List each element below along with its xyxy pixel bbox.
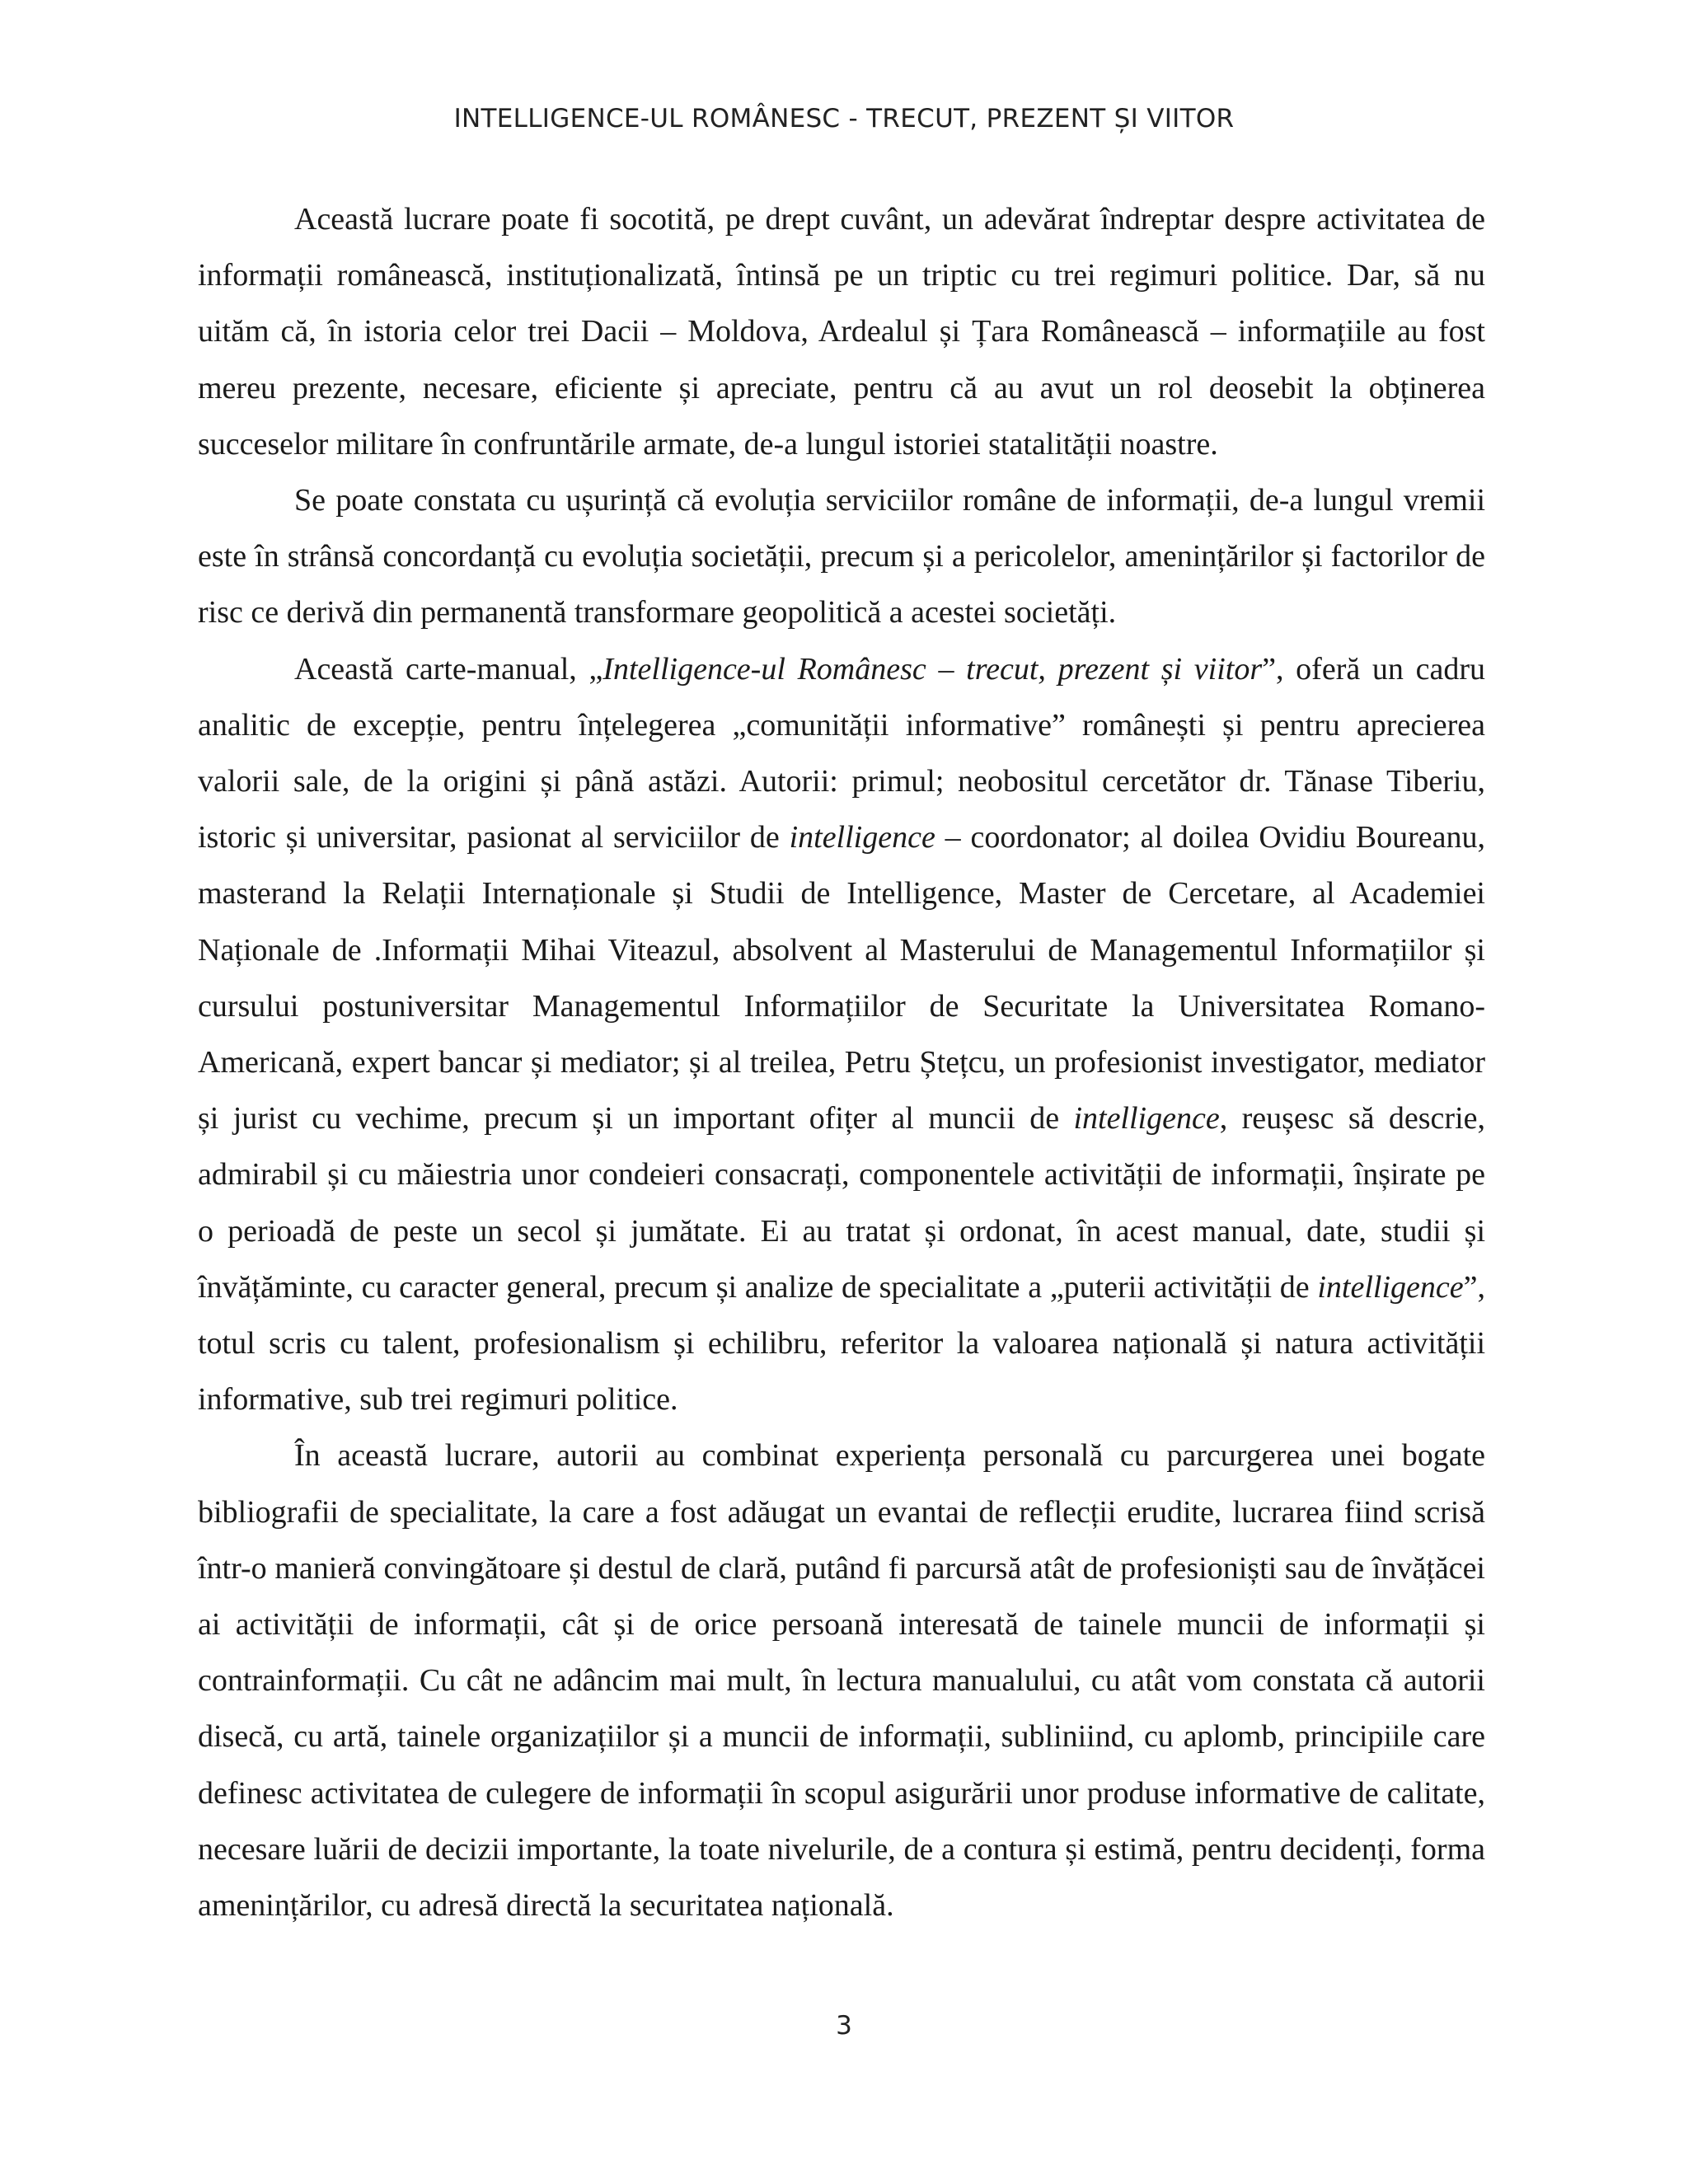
paragraph-text: Se poate constata cu ușurință că evoluția serviciilor române de informații, de-a lungul vremii este în strânsă concordanță cu evoluția societății, precum și a pericolelor, amenințărilor și factorilor de risc ce derivă din permanentă transformare geopolitică a acestei societăți. <box>198 483 1485 630</box>
running-header: INTELLIGENCE-UL ROMÂNESC - TRECUT, PREZENT ȘI VIITOR <box>453 104 1235 134</box>
paragraph-2 <box>198 472 1485 641</box>
paragraph-text: – coordonator; al doilea Ovidiu Boureanu, masterand la Relații Internaționale și Studii de Intelligence, Master de Cercetare, al Academiei Naționale de .Informații Mihai Viteazul, absolvent al Masterului de Managementul Informațiilor și cursului postuniversitar Managementul Informațiilor de Securitate la Universitatea Romano-Americană, expert bancar și mediator; și al treilea, Petru Ștețcu, un profesionist investigator, mediator și jurist cu vechime, precum și un important ofițer al muncii de <box>198 820 1486 1137</box>
paragraph-text: ”, totul scris cu talent, profesionalism și echilibru, referitor la valoarea națională și natura activității informative, sub trei regimuri politice. <box>198 1269 1485 1418</box>
paragraph-text: În această lucrare, autorii au combinat experiența personală cu parcurgerea unei bogate bibliografii de specialitate, la care a fost adăugat un evantai de reflecții erudite, lucrarea fiind scrisă într-o manieră convingătoare și destul de clară, putând fi parcursă atât de profesioniști sau de învățăcei ai activității de informații, cât și de orice persoană interesată de tainele muncii de informații și contrainformații. Cu cât ne adâncim mai mult, în lectura manualului, cu atât vom constata că autorii disecă, cu artă, tainele organizațiilor și a muncii de informații, subliniind, cu aplomb, principiile care definesc activitatea de culegere de informații în scopul asigurării unor produse informative de calitate, necesare luării de decizii importante, la toate nivelurile, de a contura și estimă, pentru decidenți, forma amenințărilor, cu adresă directă la securitatea națională. <box>198 1438 1485 1924</box>
body-text <box>198 191 1485 1933</box>
italic-term: intelligence <box>789 820 935 855</box>
paragraph-text: ”, oferă un cadru analitic de excepție, pentru înțelegerea „comunității informative” românești și pentru aprecierea valorii sale, de la origini și până astăzi. Autorii: primul; neobositul cercetător dr. Tănase Tiberiu, istoric și universitar, pasionat al serviciilor de <box>198 651 1485 855</box>
paragraph-text: Această lucrare poate fi socotită, pe drept cuvânt, un adevărat îndreptar despre activitatea de informații românească, instituționalizată, întinsă pe un triptic cu trei regimuri politice. Dar, să nu uităm că, în istoria celor trei Dacii – Moldova, Ardealul și Țara Românească – informațiile au fost mereu prezente, necesare, eficiente și apreciate, pentru că au avut un rol deosebit la obținerea succeselor militare în confruntările armate, de-a lungul istoriei statalității noastre. <box>198 202 1485 462</box>
page-number: 3 <box>836 2011 852 2041</box>
paragraph-text: Această carte-manual, „ <box>294 651 603 687</box>
paragraph-4 <box>198 1427 1485 1933</box>
italic-term: intelligence <box>1317 1269 1464 1305</box>
italic-term: intelligence <box>1073 1101 1220 1137</box>
paragraph-1 <box>198 191 1485 472</box>
book-title-italic: Intelligence-ul Românesc – trecut, prezent și viitor <box>603 651 1263 687</box>
paragraph-text: , reușesc să descrie, admirabil și cu măiestria unor condeieri consacrați, componentele activității de informații, înșirate pe o perioadă de peste un secol și jumătate. Ei au tratat și ordonat, în acest manual, date, studii și învățăminte, cu caracter general, precum și analize de specialitate a „puterii activității de <box>198 1101 1485 1305</box>
paragraph-3 <box>198 641 1485 1428</box>
